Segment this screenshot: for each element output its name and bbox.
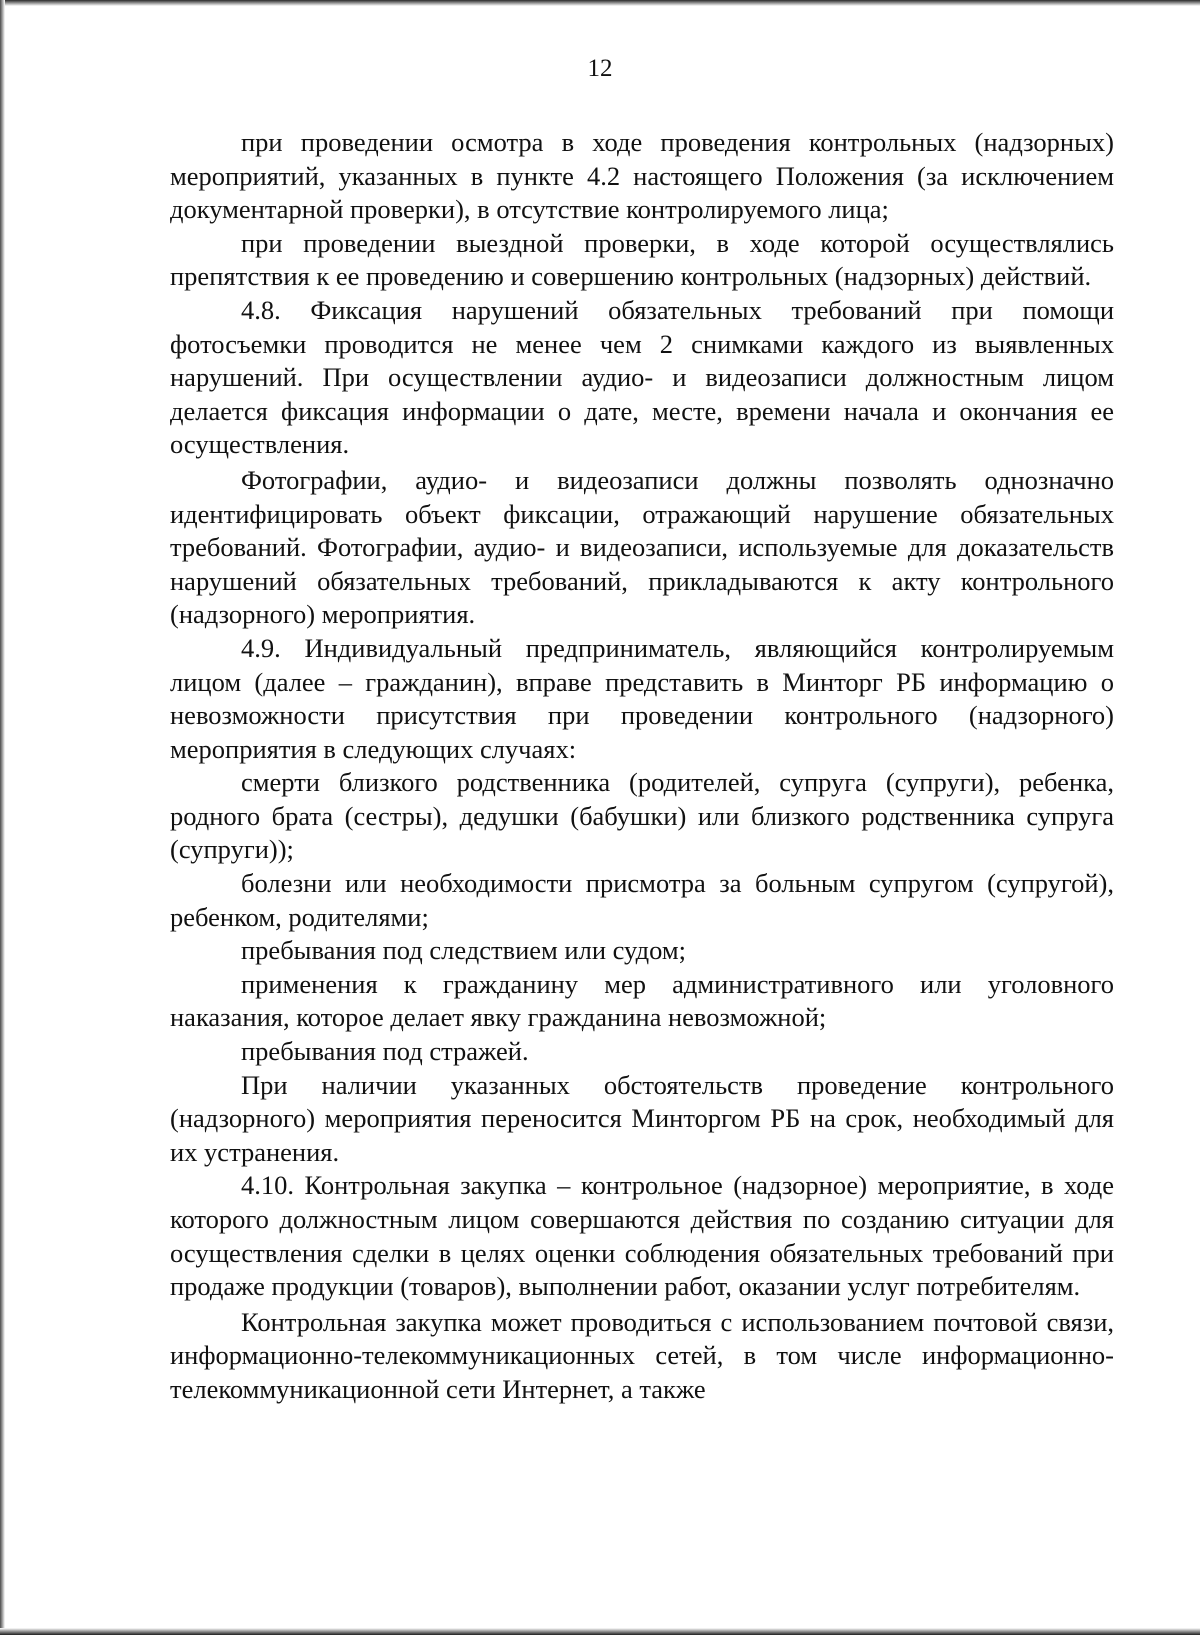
paragraph: болезни или необходимости присмотра за больным супругом (супругой), ребенком, родителями;	[170, 868, 1114, 932]
paragraph: Фотографии, аудио- и видеозаписи должны позволять однозначно идентифицировать объект фиксации, отражающий нарушение обязательных требований. Фотографии, аудио- и видеозаписи, используемые для доказательств нарушений обязательных требований, прикладываются к акту контрольного (надзорного) мероприятия.	[170, 464, 1114, 630]
document-body	[170, 126, 1114, 1407]
paragraph: 4.10. Контрольная закупка – контрольное (надзорное) мероприятие, в ходе которого должностным лицом совершаются действия по созданию ситуации для осуществления сделки в целях оценки соблюдения обязательных требований при продаже продукции (товаров), выполнении работ, оказании услуг потребителям.	[170, 1170, 1114, 1302]
page-number: 12	[587, 55, 613, 82]
scan-edge-bottom	[0, 1628, 1200, 1635]
paragraph: при проведении осмотра в ходе проведения контрольных (надзорных) мероприятий, указанных в пункте 4.2 настоящего Положения (за исключением документарной проверки), в отсутствие контролируемого лица;	[170, 127, 1114, 225]
scan-edge-left	[0, 0, 5, 1635]
paragraph: пребывания под следствием или судом;	[241, 935, 687, 966]
scan-edge-top	[0, 0, 1200, 6]
paragraph: пребывания под стражей.	[241, 1036, 529, 1067]
paragraph: при проведении выездной проверки, в ходе которой осуществлялись препятствия к ее проведению и совершению контрольных (надзорных) действий.	[170, 227, 1114, 292]
paragraph: Контрольная закупка может проводиться с использованием почтовой связи, информационно-телекоммуникационных сетей, в том числе информационно-телекоммуникационной сети Интернет, а также	[170, 1306, 1114, 1404]
paragraph: применения к гражданину мер административного или уголовного наказания, которое делает явку гражданина невозможной;	[170, 968, 1114, 1033]
paragraph: 4.8. Фиксация нарушений обязательных требований при помощи фотосъемки проводится не менее чем 2 снимками каждого из выявленных нарушений. При осуществлении аудио- и видеозаписи должностным лицом делается фиксация информации о дате, месте, времени начала и окончания ее осуществления.	[170, 294, 1114, 460]
paragraph: смерти близкого родственника (родителей, супруга (супруги), ребенка, родного брата (сестры), дедушки (бабушки) или близкого родственника супруга (супруги));	[170, 767, 1114, 865]
paragraph: 4.9. Индивидуальный предприниматель, являющийся контролируемым лицом (далее – гражданин), вправе представить в Минторг РБ информацию о невозможности присутствия при проведении контрольного (надзорного) мероприятия в следующих случаях:	[170, 632, 1114, 764]
paragraph: При наличии указанных обстоятельств проведение контрольного (надзорного) мероприятия переносится Минторгом РБ на срок, необходимый для их устранения.	[170, 1069, 1114, 1167]
